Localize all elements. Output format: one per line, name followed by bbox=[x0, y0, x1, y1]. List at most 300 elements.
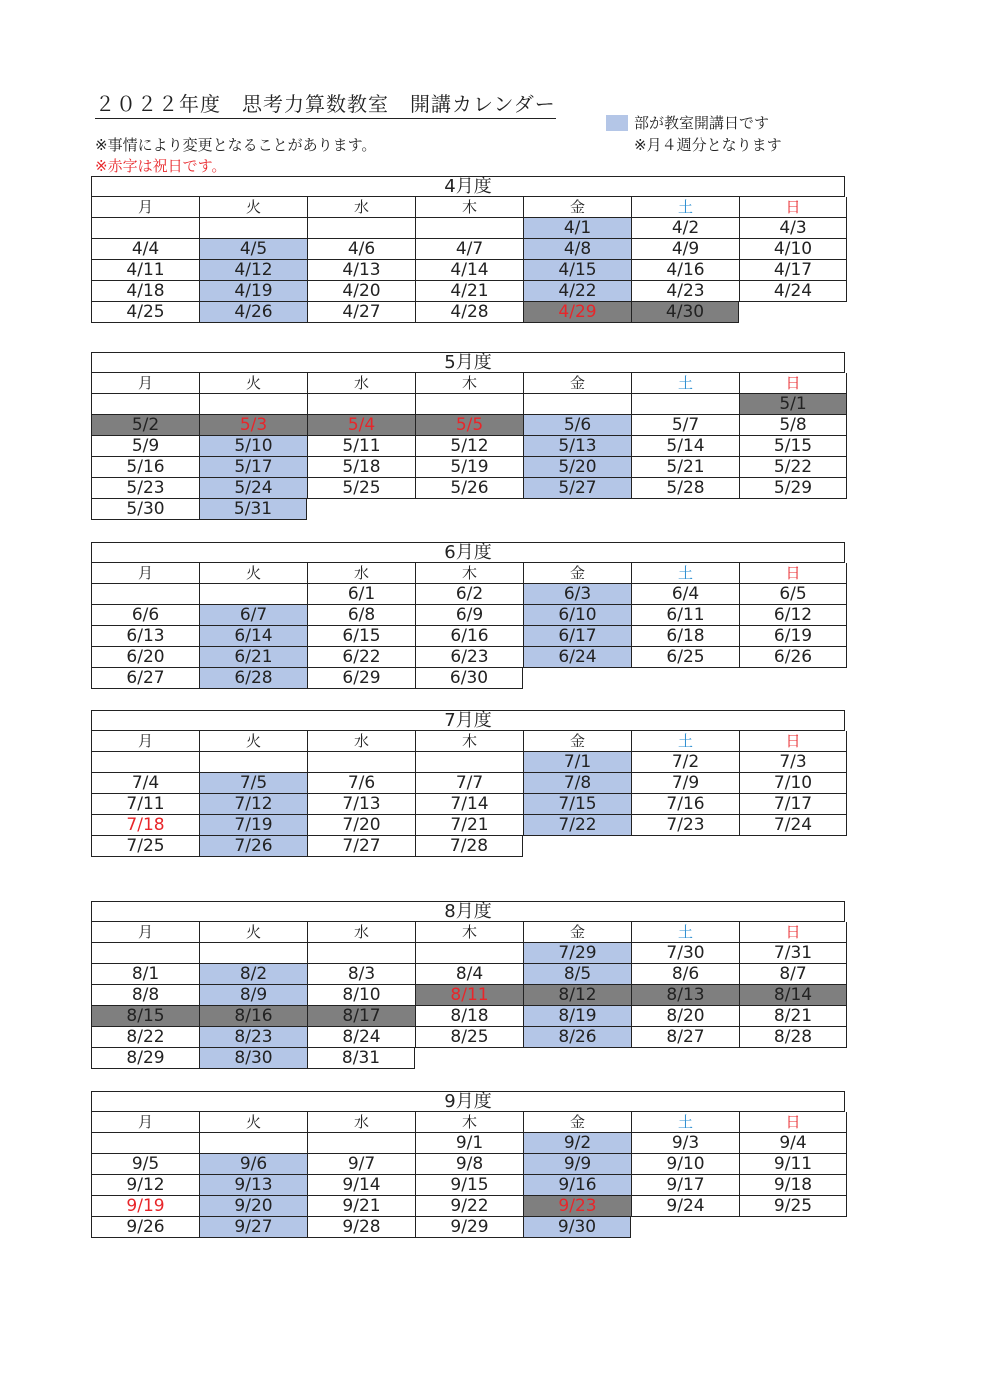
weekday-label: 土 bbox=[631, 563, 739, 584]
empty-cell bbox=[307, 1133, 415, 1154]
day-cell: 7/29 bbox=[523, 943, 631, 964]
empty-cell bbox=[415, 752, 523, 773]
day-cell: 6/4 bbox=[631, 584, 739, 605]
page-title: ２０２２年度 思考力算数教室 開講カレンダー bbox=[95, 88, 556, 119]
day-cell: 9/15 bbox=[415, 1175, 523, 1196]
month-title: 7月度 bbox=[91, 710, 845, 731]
day-cell: 8/26 bbox=[523, 1027, 631, 1048]
day-cell: 9/11 bbox=[739, 1154, 847, 1175]
day-cell: 7/7 bbox=[415, 773, 523, 794]
day-cell: 8/14 bbox=[739, 985, 847, 1006]
day-cell: 7/15 bbox=[523, 794, 631, 815]
day-cell: 5/27 bbox=[523, 478, 631, 499]
weekday-label: 日 bbox=[739, 197, 847, 218]
weekday-label: 火 bbox=[199, 1112, 307, 1133]
day-cell: 5/15 bbox=[739, 436, 847, 457]
empty-cell bbox=[307, 943, 415, 964]
day-cell: 7/30 bbox=[631, 943, 739, 964]
day-cell: 7/8 bbox=[523, 773, 631, 794]
day-cell: 7/17 bbox=[739, 794, 847, 815]
week-row bbox=[91, 499, 847, 520]
day-cell: 4/18 bbox=[91, 281, 199, 302]
day-cell: 7/10 bbox=[739, 773, 847, 794]
week-row bbox=[91, 281, 847, 302]
day-cell: 5/29 bbox=[739, 478, 847, 499]
day-cell: 8/24 bbox=[307, 1027, 415, 1048]
week-row bbox=[91, 478, 847, 499]
week-row bbox=[91, 836, 847, 857]
day-cell: 6/15 bbox=[307, 626, 415, 647]
day-cell: 9/6 bbox=[199, 1154, 307, 1175]
day-cell: 4/23 bbox=[631, 281, 739, 302]
day-cell: 6/28 bbox=[199, 668, 307, 689]
weekday-header-row bbox=[91, 731, 847, 752]
week-row bbox=[91, 436, 847, 457]
empty-cell bbox=[199, 943, 307, 964]
day-cell: 5/22 bbox=[739, 457, 847, 478]
day-cell: 5/24 bbox=[199, 478, 307, 499]
weekday-label: 日 bbox=[739, 563, 847, 584]
day-cell: 7/12 bbox=[199, 794, 307, 815]
day-cell: 7/9 bbox=[631, 773, 739, 794]
day-cell: 9/23 bbox=[523, 1196, 631, 1217]
day-cell: 4/21 bbox=[415, 281, 523, 302]
day-cell: 9/24 bbox=[631, 1196, 739, 1217]
day-cell: 7/4 bbox=[91, 773, 199, 794]
day-cell: 9/20 bbox=[199, 1196, 307, 1217]
day-cell: 9/19 bbox=[91, 1196, 199, 1217]
weekday-label: 火 bbox=[199, 731, 307, 752]
day-cell: 4/14 bbox=[415, 260, 523, 281]
empty-cell bbox=[199, 584, 307, 605]
weekday-label: 木 bbox=[415, 922, 523, 943]
day-cell: 6/12 bbox=[739, 605, 847, 626]
day-cell: 6/19 bbox=[739, 626, 847, 647]
week-row bbox=[91, 752, 847, 773]
day-cell: 5/26 bbox=[415, 478, 523, 499]
day-cell: 4/15 bbox=[523, 260, 631, 281]
day-cell: 4/12 bbox=[199, 260, 307, 281]
change-note: ※事情により変更となることがあります。 bbox=[95, 136, 377, 154]
day-cell: 9/2 bbox=[523, 1133, 631, 1154]
day-cell: 6/8 bbox=[307, 605, 415, 626]
day-cell: 9/22 bbox=[415, 1196, 523, 1217]
day-cell: 4/1 bbox=[523, 218, 631, 239]
week-row bbox=[91, 239, 847, 260]
empty-cell bbox=[415, 218, 523, 239]
empty-cell bbox=[199, 1133, 307, 1154]
weekday-label: 水 bbox=[307, 563, 415, 584]
day-cell: 6/22 bbox=[307, 647, 415, 668]
day-cell: 8/16 bbox=[199, 1006, 307, 1027]
weekday-label: 日 bbox=[739, 373, 847, 394]
week-row bbox=[91, 260, 847, 281]
day-cell: 5/2 bbox=[91, 415, 199, 436]
empty-cell bbox=[199, 218, 307, 239]
day-cell: 7/19 bbox=[199, 815, 307, 836]
weekday-label: 月 bbox=[91, 563, 199, 584]
day-cell: 6/20 bbox=[91, 647, 199, 668]
weekday-label: 火 bbox=[199, 373, 307, 394]
week-row bbox=[91, 218, 847, 239]
day-cell: 5/6 bbox=[523, 415, 631, 436]
day-cell: 7/5 bbox=[199, 773, 307, 794]
day-cell: 4/11 bbox=[91, 260, 199, 281]
day-cell: 7/20 bbox=[307, 815, 415, 836]
day-cell: 6/9 bbox=[415, 605, 523, 626]
day-cell: 8/27 bbox=[631, 1027, 739, 1048]
day-cell: 9/5 bbox=[91, 1154, 199, 1175]
weekday-label: 水 bbox=[307, 1112, 415, 1133]
day-cell: 7/24 bbox=[739, 815, 847, 836]
weekday-label: 月 bbox=[91, 731, 199, 752]
day-cell: 7/31 bbox=[739, 943, 847, 964]
month-title: 8月度 bbox=[91, 901, 845, 922]
weekday-header-row bbox=[91, 1112, 847, 1133]
day-cell: 6/29 bbox=[307, 668, 415, 689]
empty-cell bbox=[91, 943, 199, 964]
week-row bbox=[91, 605, 847, 626]
week-row bbox=[91, 1196, 847, 1217]
week-row bbox=[91, 584, 847, 605]
weekday-label: 月 bbox=[91, 1112, 199, 1133]
day-cell: 5/16 bbox=[91, 457, 199, 478]
weekday-label: 金 bbox=[523, 563, 631, 584]
week-row bbox=[91, 626, 847, 647]
day-cell: 8/10 bbox=[307, 985, 415, 1006]
day-cell: 8/8 bbox=[91, 985, 199, 1006]
day-cell: 6/30 bbox=[415, 668, 523, 689]
day-cell: 8/28 bbox=[739, 1027, 847, 1048]
day-cell: 5/7 bbox=[631, 415, 739, 436]
day-cell: 9/12 bbox=[91, 1175, 199, 1196]
day-cell: 7/22 bbox=[523, 815, 631, 836]
weekday-label: 水 bbox=[307, 731, 415, 752]
week-row bbox=[91, 815, 847, 836]
weekday-label: 月 bbox=[91, 922, 199, 943]
day-cell: 5/10 bbox=[199, 436, 307, 457]
day-cell: 6/23 bbox=[415, 647, 523, 668]
day-cell: 6/3 bbox=[523, 584, 631, 605]
day-cell: 5/9 bbox=[91, 436, 199, 457]
day-cell: 7/25 bbox=[91, 836, 199, 857]
empty-cell bbox=[415, 394, 523, 415]
day-cell: 8/31 bbox=[307, 1048, 415, 1069]
day-cell: 4/20 bbox=[307, 281, 415, 302]
day-cell: 8/4 bbox=[415, 964, 523, 985]
day-cell: 6/7 bbox=[199, 605, 307, 626]
empty-cell bbox=[199, 394, 307, 415]
day-cell: 7/27 bbox=[307, 836, 415, 857]
day-cell: 9/29 bbox=[415, 1217, 523, 1238]
day-cell: 7/18 bbox=[91, 815, 199, 836]
day-cell: 4/7 bbox=[415, 239, 523, 260]
weekday-label: 日 bbox=[739, 731, 847, 752]
empty-cell bbox=[199, 752, 307, 773]
week-row bbox=[91, 1133, 847, 1154]
weekday-label: 木 bbox=[415, 197, 523, 218]
day-cell: 7/26 bbox=[199, 836, 307, 857]
day-cell: 7/16 bbox=[631, 794, 739, 815]
week-row bbox=[91, 457, 847, 478]
day-cell: 4/6 bbox=[307, 239, 415, 260]
month-calendar bbox=[91, 710, 847, 857]
day-cell: 8/19 bbox=[523, 1006, 631, 1027]
day-cell: 5/21 bbox=[631, 457, 739, 478]
week-row bbox=[91, 794, 847, 815]
day-cell: 5/12 bbox=[415, 436, 523, 457]
day-cell: 8/6 bbox=[631, 964, 739, 985]
day-cell: 4/24 bbox=[739, 281, 847, 302]
week-row bbox=[91, 964, 847, 985]
month-calendar bbox=[91, 1091, 847, 1238]
day-cell: 8/22 bbox=[91, 1027, 199, 1048]
month-title: 9月度 bbox=[91, 1091, 845, 1112]
weekday-label: 土 bbox=[631, 922, 739, 943]
day-cell: 6/6 bbox=[91, 605, 199, 626]
weekday-label: 木 bbox=[415, 1112, 523, 1133]
month-calendar bbox=[91, 542, 847, 689]
day-cell: 6/11 bbox=[631, 605, 739, 626]
day-cell: 5/14 bbox=[631, 436, 739, 457]
day-cell: 4/29 bbox=[523, 302, 631, 323]
day-cell: 5/23 bbox=[91, 478, 199, 499]
weekday-label: 月 bbox=[91, 197, 199, 218]
day-cell: 8/11 bbox=[415, 985, 523, 1006]
week-row bbox=[91, 773, 847, 794]
day-cell: 5/28 bbox=[631, 478, 739, 499]
day-cell: 8/13 bbox=[631, 985, 739, 1006]
day-cell: 9/7 bbox=[307, 1154, 415, 1175]
day-cell: 9/27 bbox=[199, 1217, 307, 1238]
day-cell: 9/4 bbox=[739, 1133, 847, 1154]
weekday-label: 水 bbox=[307, 373, 415, 394]
day-cell: 7/14 bbox=[415, 794, 523, 815]
day-cell: 4/3 bbox=[739, 218, 847, 239]
day-cell: 7/13 bbox=[307, 794, 415, 815]
weekday-label: 木 bbox=[415, 731, 523, 752]
week-row bbox=[91, 943, 847, 964]
day-cell: 9/8 bbox=[415, 1154, 523, 1175]
day-cell: 6/2 bbox=[415, 584, 523, 605]
weekday-header-row bbox=[91, 563, 847, 584]
week-row bbox=[91, 302, 847, 323]
empty-cell bbox=[91, 1133, 199, 1154]
day-cell: 4/13 bbox=[307, 260, 415, 281]
weekday-label: 水 bbox=[307, 197, 415, 218]
day-cell: 4/9 bbox=[631, 239, 739, 260]
day-cell: 5/31 bbox=[199, 499, 307, 520]
month-title: 5月度 bbox=[91, 352, 845, 373]
day-cell: 9/1 bbox=[415, 1133, 523, 1154]
empty-cell bbox=[91, 752, 199, 773]
weekday-label: 木 bbox=[415, 563, 523, 584]
weekday-label: 土 bbox=[631, 731, 739, 752]
weekday-label: 金 bbox=[523, 731, 631, 752]
weekday-label: 金 bbox=[523, 197, 631, 218]
weekday-label: 土 bbox=[631, 197, 739, 218]
day-cell: 6/21 bbox=[199, 647, 307, 668]
day-cell: 8/9 bbox=[199, 985, 307, 1006]
day-cell: 8/25 bbox=[415, 1027, 523, 1048]
week-row bbox=[91, 1175, 847, 1196]
empty-cell bbox=[307, 394, 415, 415]
day-cell: 9/17 bbox=[631, 1175, 739, 1196]
empty-cell bbox=[415, 943, 523, 964]
day-cell: 7/28 bbox=[415, 836, 523, 857]
empty-cell bbox=[631, 394, 739, 415]
day-cell: 9/21 bbox=[307, 1196, 415, 1217]
day-cell: 7/6 bbox=[307, 773, 415, 794]
day-cell: 5/8 bbox=[739, 415, 847, 436]
day-cell: 6/25 bbox=[631, 647, 739, 668]
day-cell: 8/23 bbox=[199, 1027, 307, 1048]
day-cell: 9/14 bbox=[307, 1175, 415, 1196]
day-cell: 8/15 bbox=[91, 1006, 199, 1027]
weekday-label: 土 bbox=[631, 373, 739, 394]
weekday-label: 火 bbox=[199, 563, 307, 584]
day-cell: 4/4 bbox=[91, 239, 199, 260]
week-row bbox=[91, 1027, 847, 1048]
day-cell: 8/30 bbox=[199, 1048, 307, 1069]
day-cell: 4/28 bbox=[415, 302, 523, 323]
day-cell: 5/4 bbox=[307, 415, 415, 436]
day-cell: 6/17 bbox=[523, 626, 631, 647]
day-cell: 8/20 bbox=[631, 1006, 739, 1027]
day-cell: 8/18 bbox=[415, 1006, 523, 1027]
empty-cell bbox=[91, 584, 199, 605]
day-cell: 6/24 bbox=[523, 647, 631, 668]
empty-cell bbox=[307, 218, 415, 239]
day-cell: 9/26 bbox=[91, 1217, 199, 1238]
day-cell: 4/26 bbox=[199, 302, 307, 323]
weekday-header-row bbox=[91, 197, 847, 218]
day-cell: 9/18 bbox=[739, 1175, 847, 1196]
day-cell: 8/5 bbox=[523, 964, 631, 985]
day-cell: 8/7 bbox=[739, 964, 847, 985]
week-row bbox=[91, 1006, 847, 1027]
week-row bbox=[91, 1048, 847, 1069]
week-row bbox=[91, 1217, 847, 1238]
day-cell: 8/2 bbox=[199, 964, 307, 985]
day-cell: 8/3 bbox=[307, 964, 415, 985]
day-cell: 5/3 bbox=[199, 415, 307, 436]
holiday-note: ※赤字は祝日です。 bbox=[95, 157, 227, 175]
day-cell: 7/23 bbox=[631, 815, 739, 836]
empty-cell bbox=[91, 394, 199, 415]
legend-open-days: 部が教室開講日です bbox=[634, 114, 770, 132]
day-cell: 6/18 bbox=[631, 626, 739, 647]
weekday-label: 金 bbox=[523, 1112, 631, 1133]
weekday-label: 水 bbox=[307, 922, 415, 943]
day-cell: 9/13 bbox=[199, 1175, 307, 1196]
day-cell: 9/16 bbox=[523, 1175, 631, 1196]
day-cell: 4/19 bbox=[199, 281, 307, 302]
day-cell: 7/11 bbox=[91, 794, 199, 815]
day-cell: 9/9 bbox=[523, 1154, 631, 1175]
day-cell: 5/25 bbox=[307, 478, 415, 499]
weekday-label: 金 bbox=[523, 373, 631, 394]
legend-open-swatch bbox=[606, 115, 628, 131]
day-cell: 6/14 bbox=[199, 626, 307, 647]
weekday-label: 金 bbox=[523, 922, 631, 943]
day-cell: 4/5 bbox=[199, 239, 307, 260]
weekday-label: 火 bbox=[199, 197, 307, 218]
day-cell: 9/3 bbox=[631, 1133, 739, 1154]
day-cell: 6/16 bbox=[415, 626, 523, 647]
weekday-label: 月 bbox=[91, 373, 199, 394]
day-cell: 5/19 bbox=[415, 457, 523, 478]
empty-cell bbox=[523, 394, 631, 415]
day-cell: 4/8 bbox=[523, 239, 631, 260]
day-cell: 6/27 bbox=[91, 668, 199, 689]
day-cell: 7/21 bbox=[415, 815, 523, 836]
month-title: 6月度 bbox=[91, 542, 845, 563]
day-cell: 5/5 bbox=[415, 415, 523, 436]
day-cell: 6/1 bbox=[307, 584, 415, 605]
day-cell: 7/2 bbox=[631, 752, 739, 773]
day-cell: 7/1 bbox=[523, 752, 631, 773]
day-cell: 7/3 bbox=[739, 752, 847, 773]
weekday-header-row bbox=[91, 373, 847, 394]
day-cell: 9/10 bbox=[631, 1154, 739, 1175]
day-cell: 8/12 bbox=[523, 985, 631, 1006]
weekday-label: 木 bbox=[415, 373, 523, 394]
week-row bbox=[91, 985, 847, 1006]
empty-cell bbox=[307, 752, 415, 773]
day-cell: 4/16 bbox=[631, 260, 739, 281]
day-cell: 4/22 bbox=[523, 281, 631, 302]
month-calendar bbox=[91, 176, 847, 323]
day-cell: 9/25 bbox=[739, 1196, 847, 1217]
month-calendar bbox=[91, 352, 847, 520]
weekday-label: 土 bbox=[631, 1112, 739, 1133]
day-cell: 6/26 bbox=[739, 647, 847, 668]
weekday-header-row bbox=[91, 922, 847, 943]
day-cell: 4/25 bbox=[91, 302, 199, 323]
day-cell: 9/30 bbox=[523, 1217, 631, 1238]
day-cell: 6/13 bbox=[91, 626, 199, 647]
weekday-label: 火 bbox=[199, 922, 307, 943]
day-cell: 5/20 bbox=[523, 457, 631, 478]
day-cell: 4/2 bbox=[631, 218, 739, 239]
day-cell: 4/27 bbox=[307, 302, 415, 323]
day-cell: 5/13 bbox=[523, 436, 631, 457]
day-cell: 6/10 bbox=[523, 605, 631, 626]
week-row bbox=[91, 647, 847, 668]
day-cell: 5/30 bbox=[91, 499, 199, 520]
day-cell: 6/5 bbox=[739, 584, 847, 605]
month-title: 4月度 bbox=[91, 176, 845, 197]
day-cell: 4/30 bbox=[631, 302, 739, 323]
week-row bbox=[91, 668, 847, 689]
day-cell: 5/17 bbox=[199, 457, 307, 478]
month-calendar bbox=[91, 901, 847, 1069]
legend-weeks-note: ※月４週分となります bbox=[634, 136, 782, 154]
week-row bbox=[91, 1154, 847, 1175]
day-cell: 9/28 bbox=[307, 1217, 415, 1238]
day-cell: 4/17 bbox=[739, 260, 847, 281]
empty-cell bbox=[91, 218, 199, 239]
weekday-label: 日 bbox=[739, 1112, 847, 1133]
day-cell: 8/1 bbox=[91, 964, 199, 985]
day-cell: 5/11 bbox=[307, 436, 415, 457]
day-cell: 8/17 bbox=[307, 1006, 415, 1027]
day-cell: 8/29 bbox=[91, 1048, 199, 1069]
week-row bbox=[91, 394, 847, 415]
day-cell: 5/1 bbox=[739, 394, 847, 415]
week-row bbox=[91, 415, 847, 436]
